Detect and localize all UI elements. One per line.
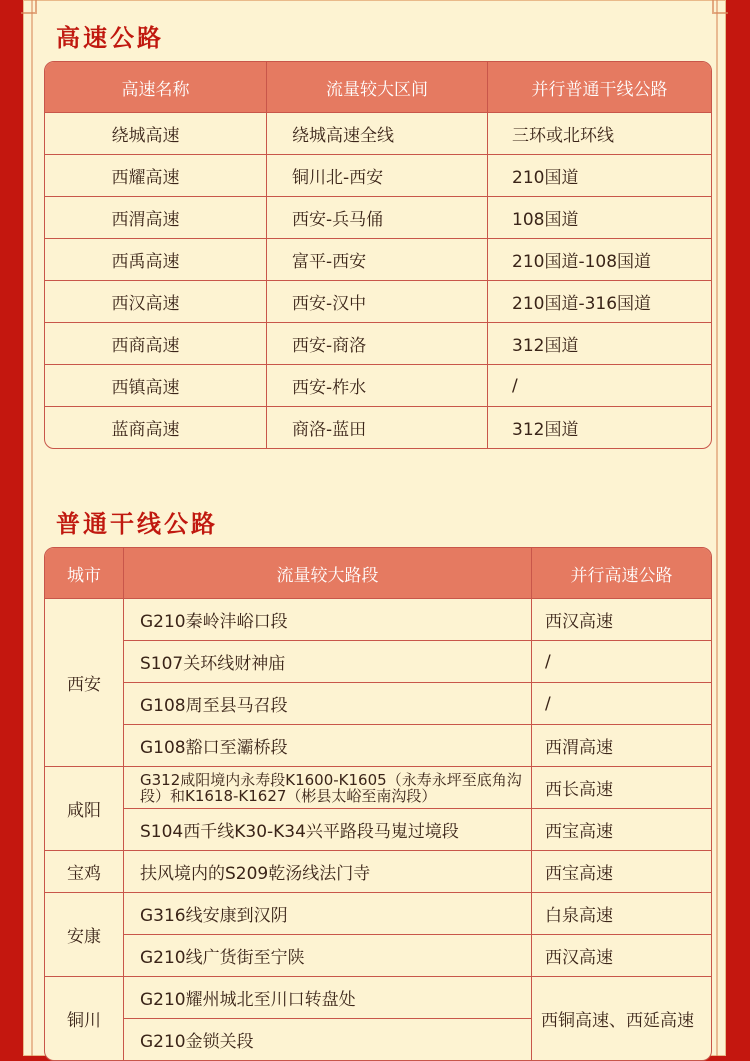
parallel-highway-cell: / xyxy=(532,683,711,725)
parallel-highway-cell: 白泉高速 xyxy=(532,893,711,935)
table-row xyxy=(45,155,711,197)
trunk-road-section-title: 普通干线公路 xyxy=(56,510,218,538)
parallel-highway-cell: 西渭高速 xyxy=(532,725,711,767)
column-header-parallel-road: 并行普通干线公路 xyxy=(488,62,711,113)
parallel-road-cell: 312国道 xyxy=(512,420,579,440)
city-cell-tongchuan: 铜川 xyxy=(45,977,124,1060)
table-row xyxy=(45,113,711,155)
parallel-road-cell: 210国道-108国道 xyxy=(488,239,711,281)
table-row xyxy=(45,365,711,407)
segment-cell: G210金锁关段 xyxy=(124,1019,532,1060)
table-row xyxy=(45,239,711,281)
busy-interval-cell: 西安-商洛 xyxy=(267,323,488,365)
busy-interval-cell: 西安-兵马俑 xyxy=(267,197,488,239)
parallel-highway-cell: 西汉高速 xyxy=(532,599,711,641)
segment-cell: G316线安康到汉阴 xyxy=(124,893,532,935)
segment-cell: S107关环线财神庙 xyxy=(124,641,532,683)
table-row xyxy=(45,809,711,851)
highway-name-cell: 西禹高速 xyxy=(45,239,267,281)
parallel-road-cell: / xyxy=(488,365,711,407)
frame-border-left xyxy=(31,0,33,1056)
parallel-highway-cell: 西宝高速 xyxy=(532,851,711,893)
table-row xyxy=(45,407,711,448)
parallel-highway-cell: / xyxy=(532,641,711,683)
table-header-row xyxy=(45,62,711,113)
highway-name-cell: 西商高速 xyxy=(45,323,267,365)
parallel-road-cell: 三环或北环线 xyxy=(488,113,711,155)
table-row xyxy=(45,851,711,893)
busy-interval-cell: 绕城高速全线 xyxy=(267,113,488,155)
highway-name-cell: 西耀高速 xyxy=(45,155,267,197)
segment-cell: G108周至县马召段 xyxy=(124,683,532,725)
segment-cell: G210线广货街至宁陕 xyxy=(124,935,532,977)
busy-interval-cell: 西安-柞水 xyxy=(267,365,488,407)
segment-cell: G108豁口至灞桥段 xyxy=(124,725,532,767)
table-row xyxy=(45,323,711,365)
segment-cell: 扶风境内的S209乾汤线法门寺 xyxy=(124,851,532,893)
parallel-highway-cell: 西宝高速 xyxy=(532,809,711,851)
table-row xyxy=(45,893,711,935)
busy-interval-cell: 铜川北-西安 xyxy=(267,155,488,197)
highway-section-title: 高速公路 xyxy=(56,24,164,52)
column-header-highway-name: 高速名称 xyxy=(45,62,267,113)
highway-name-cell: 绕城高速 xyxy=(45,113,267,155)
parallel-road-cell: 210国道-316国道 xyxy=(488,281,711,323)
city-cell-baoji: 宝鸡 xyxy=(45,851,124,893)
highway-name-cell: 西镇高速 xyxy=(45,365,267,407)
column-header-parallel-highway: 并行高速公路 xyxy=(532,548,711,599)
table-row xyxy=(45,641,711,683)
parallel-road-cell: 108国道 xyxy=(488,197,711,239)
table-row xyxy=(45,977,711,1019)
parallel-highway-cell: 西长高速 xyxy=(532,767,711,809)
table-header-row xyxy=(45,548,711,599)
segment-cell: S104西千线K30-K34兴平路段马嵬过境段 xyxy=(124,809,532,851)
highway-name-cell: 西渭高速 xyxy=(45,197,267,239)
city-cell-xianyang: 咸阳 xyxy=(45,767,124,851)
city-cell-xian: 西安 xyxy=(45,599,124,767)
segment-cell: G210耀州城北至川口转盘处 xyxy=(124,977,532,1019)
table-row xyxy=(45,599,711,641)
busy-interval-cell: 富平-西安 xyxy=(267,239,488,281)
column-header-busy-segment: 流量较大路段 xyxy=(124,548,532,599)
table-row xyxy=(45,197,711,239)
highway-name-cell: 蓝商高速 xyxy=(45,407,267,448)
frame-border-right xyxy=(716,0,718,1056)
parallel-road-cell: 312国道 xyxy=(488,323,711,365)
segment-cell: G210秦岭沣峪口段 xyxy=(124,599,532,641)
highway-table xyxy=(44,61,712,449)
corner-ornament-left xyxy=(21,0,37,14)
table-row xyxy=(45,935,711,977)
parallel-highway-cell: 西铜高速、西延高速 xyxy=(541,1011,694,1031)
city-cell-ankang: 安康 xyxy=(45,893,124,977)
highway-name-cell: 西汉高速 xyxy=(45,281,267,323)
column-header-busy-interval: 流量较大区间 xyxy=(267,62,488,113)
segment-cell: G312咸阳境内永寿段K1600-K1605（永寿永坪至底角沟段）和K1618-K1627（彬县太峪至南沟段） xyxy=(124,767,532,809)
table-row xyxy=(45,281,711,323)
trunk-road-table xyxy=(44,547,712,1061)
column-header-city: 城市 xyxy=(45,548,124,599)
corner-ornament-right xyxy=(712,0,728,14)
table-row xyxy=(45,725,711,767)
parallel-road-cell: 210国道 xyxy=(488,155,711,197)
parallel-highway-cell: 西汉高速 xyxy=(532,935,711,977)
busy-interval-cell: 商洛-蓝田 xyxy=(267,407,488,448)
table-row xyxy=(45,767,711,809)
busy-interval-cell: 西安-汉中 xyxy=(267,281,488,323)
table-row xyxy=(45,683,711,725)
